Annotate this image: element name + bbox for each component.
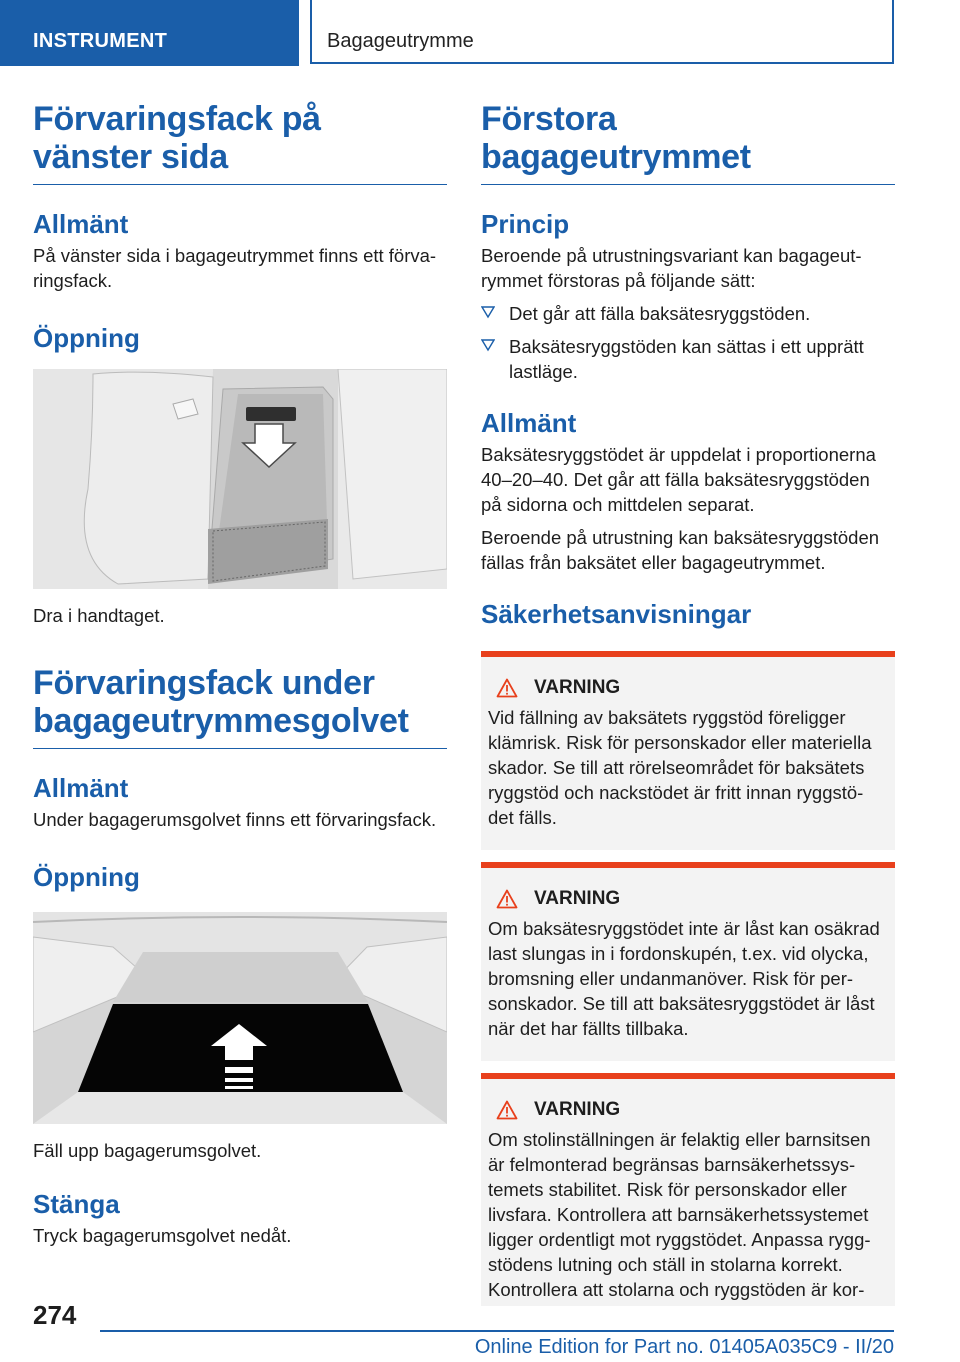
- subheading-general-right: Allmänt: [481, 408, 577, 438]
- warning-box: [481, 862, 895, 1061]
- paragraph-closing: Tryck bagagerumsgolvet nedåt.: [33, 1225, 292, 1246]
- subheading-opening: Öppning: [33, 323, 140, 353]
- section-tab[interactable]: INSTRUMENT: [0, 0, 299, 66]
- paragraph-general-right-1: Baksätesryggstödet är uppdelat i proportionerna 40–20–40. Det går att fälla baksätesryggstöden på sidorna och mittdelen separat.: [481, 444, 876, 515]
- caption-fold-up-floor: Fäll upp bagagerumsgolvet.: [33, 1140, 262, 1161]
- subheading-general: Allmänt: [33, 209, 129, 239]
- page-number: 274: [33, 1300, 77, 1330]
- paragraph-general-right-2: Beroende på utrustning kan baksätesryggstöden fällas från baksätet eller bagageutrymmet.: [481, 527, 880, 573]
- caption-pull-handle: Dra i handtaget.: [33, 605, 165, 626]
- section-heading-enlarge-cargo: Förstora bagageutrymmet: [481, 100, 895, 185]
- edition-note: Online Edition for Part no. 01405A035C9 - II/20: [474, 1336, 894, 1358]
- list-item: [481, 301, 895, 326]
- right-column: [481, 100, 895, 1306]
- subheading-opening-2: Öppning: [33, 862, 140, 892]
- warning-triangle-icon: [496, 678, 518, 698]
- warning-text: Om baksätesryggstödet inte är låst kan osäkrad last slungas in i fordonskupén, t.ex. vid olycka, bromsning eller undanmanöver. Risk för per-sonskador. Se till att baksätesryggstödet är låst när det har fällts tillbaka.: [488, 918, 880, 1039]
- bullet-text: Det går att fälla baksätesryggstöden.: [509, 303, 811, 324]
- warning-triangle-icon: [496, 1100, 518, 1120]
- page-header: [0, 0, 960, 66]
- illustration-floor-compartment: [33, 912, 447, 1124]
- triangle-bullet-icon: [481, 305, 495, 319]
- section-heading-left-storage: Förvaringsfack på vänster sida: [33, 100, 447, 185]
- warning-label: VARNING: [534, 677, 621, 698]
- subheading-safety: Säkerhetsanvisningar: [481, 599, 752, 629]
- warning-text: Om stolinställningen är felaktig eller barnsitsen är felmonterad begränsas barnsäkerhetssys-temets stabilitet. Risk för personskador eller livsfara. Kontrollera att barnsäkerhetssystemet ligger ordentligt mot ryggstödet. Anpassa rygg-stödens lutning och ställ in stolarna korrekt. Kontrollera att stolarna och ryggstöden är kor-: [488, 1129, 871, 1300]
- bullet-text: Baksätesryggstöden kan sättas i ett upprätt lastläge.: [509, 336, 864, 382]
- warning-triangle-icon: [496, 889, 518, 909]
- triangle-bullet-icon: [481, 338, 495, 352]
- paragraph-general: På vänster sida i bagageutrymmet finns ett förva-ringsfack.: [33, 245, 437, 291]
- bullet-list: [481, 301, 895, 384]
- warning-box: [481, 1073, 895, 1306]
- warning-label: VARNING: [534, 888, 621, 909]
- subheading-general-2: Allmänt: [33, 773, 129, 803]
- section-heading-under-floor-storage: Förvaringsfack under bagageutrymmesgolvet: [33, 664, 447, 749]
- paragraph-principle: Beroende på utrustningsvariant kan bagageut-rymmet förstoras på följande sätt:: [481, 245, 862, 291]
- illustration-side-compartment: [33, 369, 447, 589]
- floor-compartment-drawing: [33, 912, 447, 1124]
- subheading-closing: Stänga: [33, 1189, 120, 1219]
- left-column: [33, 100, 447, 1248]
- warning-box: [481, 651, 895, 850]
- paragraph-general-2: Under bagagerumsgolvet finns ett förvaringsfack.: [33, 809, 437, 830]
- warning-text: Vid fällning av baksätets ryggstöd föreligger klämrisk. Risk för personskador eller materiella skador. Se till att rörelseområdet för baksätets ryggstöd och nackstödet är fritt innan ryggstö-det fälls.: [488, 707, 872, 828]
- chapter-title: Bagageutrymme: [310, 0, 894, 64]
- footer-divider: [100, 1330, 894, 1332]
- list-item: [481, 334, 895, 384]
- side-compartment-drawing: [33, 369, 447, 589]
- subheading-principle: Princip: [481, 209, 570, 239]
- warning-label: VARNING: [534, 1099, 621, 1120]
